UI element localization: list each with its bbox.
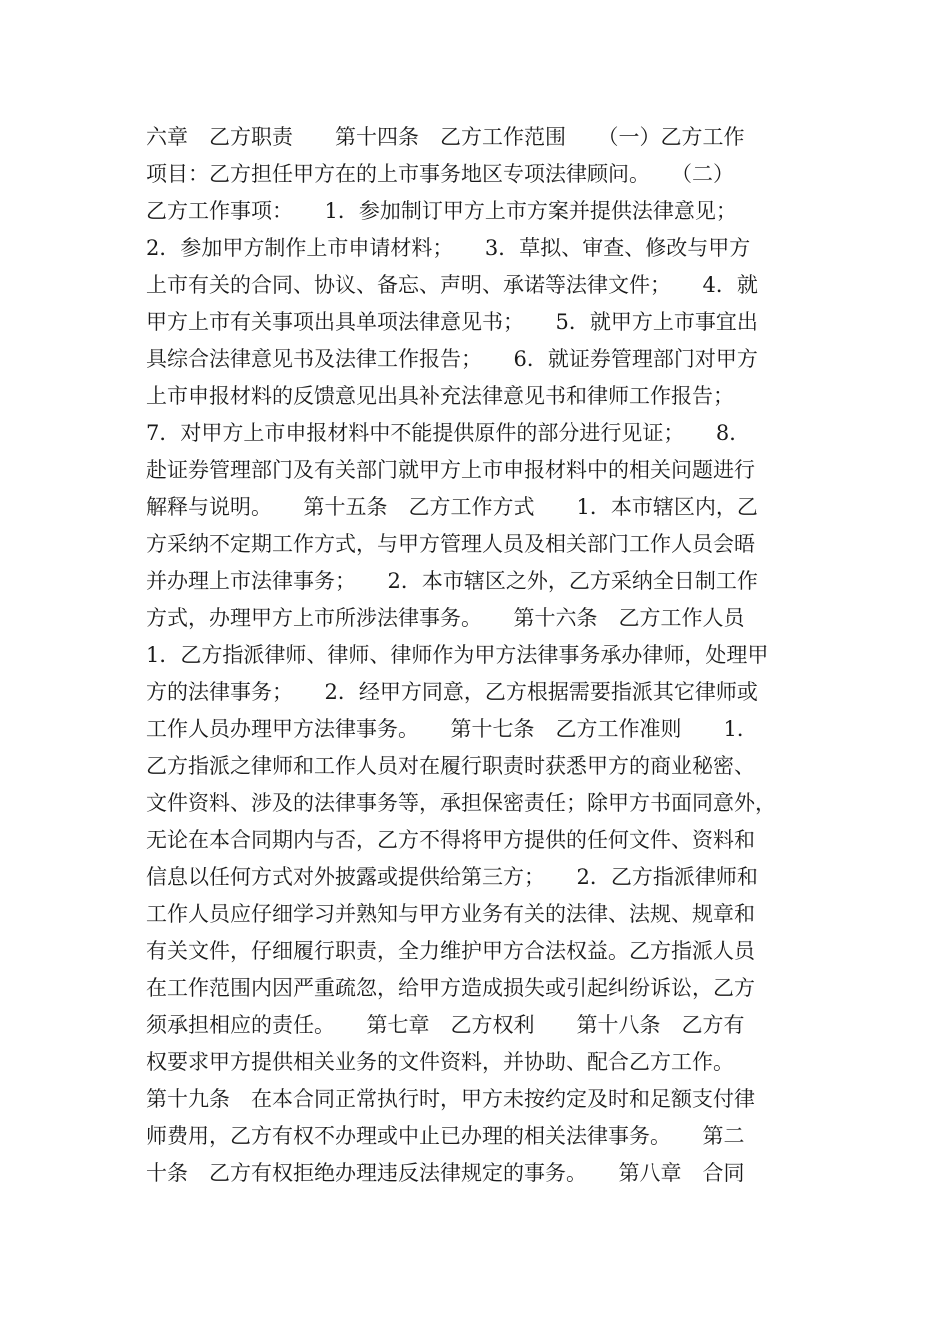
text-line-10: 赴证券管理部门及有关部门就甲方上市申报材料中的相关问题进行 xyxy=(146,458,755,482)
text-line-3: 乙方工作事项： 1．参加制订甲方上市方案并提供法律意见； xyxy=(146,199,737,223)
text-line-19: 文件资料、涉及的法律事务等，承担保密责任；除甲方书面同意外， xyxy=(146,791,776,815)
text-line-11: 解释与说明。 第十五条 乙方工作方式 1．本市辖区内，乙 xyxy=(146,495,758,519)
text-line-29: 十条 乙方有权拒绝办理违反法律规定的事务。 第八章 合同 xyxy=(146,1161,745,1185)
text-line-4: 2．参加甲方制作上市申请材料； 3．草拟、审查、修改与甲方 xyxy=(146,236,751,260)
text-line-26: 权要求甲方提供相关业务的文件资料，并协助、配合乙方工作。 xyxy=(146,1050,734,1074)
text-line-27: 第十九条 在本合同正常执行时，甲方未按约定及时和足额支付律 xyxy=(146,1087,755,1111)
text-line-28: 师费用，乙方有权不办理或中止已办理的相关法律事务。 第二 xyxy=(146,1124,745,1148)
text-line-1: 六章 乙方职责 第十四条 乙方工作范围 （一）乙方工作 xyxy=(146,125,745,149)
text-line-17: 工作人员办理甲方法律事务。 第十七条 乙方工作准则 1． xyxy=(146,717,758,741)
text-line-8: 上市申报材料的反馈意见出具补充法律意见书和律师工作报告； xyxy=(146,384,734,408)
text-line-7: 具综合法律意见书及法律工作报告； 6．就证券管理部门对甲方 xyxy=(146,347,758,371)
text-line-20: 无论在本合同期内与否，乙方不得将甲方提供的任何文件、资料和 xyxy=(146,828,755,852)
text-line-22: 工作人员应仔细学习并熟知与甲方业务有关的法律、法规、规章和 xyxy=(146,902,755,926)
text-line-25: 须承担相应的责任。 第七章 乙方权利 第十八条 乙方有 xyxy=(146,1013,745,1037)
text-line-24: 在工作范围内因严重疏忽，给甲方造成损失或引起纠纷诉讼，乙方 xyxy=(146,976,755,1000)
text-line-21: 信息以任何方式对外披露或提供给第三方； 2．乙方指派律师和 xyxy=(146,865,758,889)
text-line-13: 并办理上市法律事务； 2．本市辖区之外，乙方采纳全日制工作 xyxy=(146,569,758,593)
text-line-9: 7．对甲方上市申报材料中不能提供原件的部分进行见证； 8． xyxy=(146,421,751,445)
text-line-12: 方采纳不定期工作方式，与甲方管理人员及相关部门工作人员会晤 xyxy=(146,532,755,556)
text-line-15: 1．乙方指派律师、律师、律师作为甲方法律事务承办律师，处理甲 xyxy=(146,643,769,667)
text-line-23: 有关文件，仔细履行职责，全力维护甲方合法权益。乙方指派人员 xyxy=(146,939,755,963)
text-line-16: 方的法律事务； 2．经甲方同意，乙方根据需要指派其它律师或 xyxy=(146,680,758,704)
text-line-6: 甲方上市有关事项出具单项法律意见书； 5．就甲方上市事宜出 xyxy=(146,310,758,334)
contract-body-text xyxy=(146,119,806,1192)
text-line-2: 项目：乙方担任甲方在的上市事务地区专项法律顾问。 （二） xyxy=(146,162,734,186)
text-line-18: 乙方指派之律师和工作人员对在履行职责时获悉甲方的商业秘密、 xyxy=(146,754,755,778)
text-line-14: 方式，办理甲方上市所涉法律事务。 第十六条 乙方工作人员 xyxy=(146,606,745,630)
text-line-5: 上市有关的合同、协议、备忘、声明、承诺等法律文件； 4．就 xyxy=(146,273,758,297)
